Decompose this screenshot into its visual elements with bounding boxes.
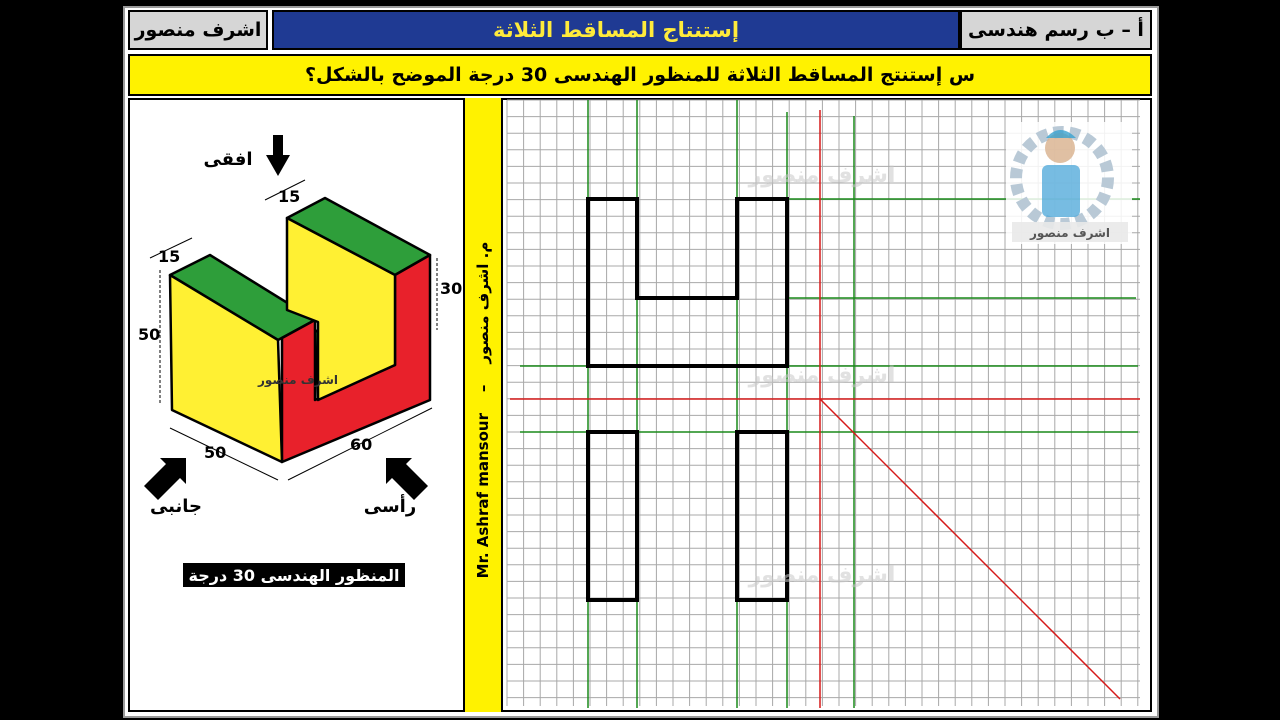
dim-label-length: 60 (350, 435, 373, 454)
figure-watermark: اشرف منصور (257, 373, 339, 387)
arrow-up-left-icon (386, 458, 428, 500)
figure-caption: المنظور الهندسى 30 درجة (183, 563, 405, 587)
top-view-left-block (588, 432, 637, 600)
question-bar: س إستنتج المساقط الثلاثة للمنظور الهندسى 30 درجة الموضح بالشكل؟ (128, 54, 1152, 96)
isometric-figure (170, 198, 430, 462)
dim-label-width: 50 (204, 443, 227, 462)
dim-label-right-height: 30 (440, 279, 463, 298)
logo-text: اشرف منصور (1029, 226, 1111, 240)
view-label-side: جانبى (149, 496, 203, 517)
watermark-text: اشرف منصور (748, 163, 896, 188)
arrow-up-right-icon (144, 458, 186, 500)
subject-box: أ – ب رسم هندسى (960, 10, 1152, 50)
miter-line (820, 399, 1120, 699)
author-strip-text (474, 242, 492, 579)
author-logo (1006, 122, 1132, 244)
view-label-top: افقى (203, 149, 253, 170)
watermark-text: اشرف منصور (748, 563, 896, 588)
author-dash: – (474, 384, 492, 393)
view-label-front: رأسى (363, 496, 417, 517)
author-box: اشرف منصور (128, 10, 268, 50)
author-arabic: م. اشرف منصور (474, 241, 492, 364)
dim-label-top-width: 15 (278, 187, 301, 206)
arrow-down-icon (266, 135, 290, 176)
dim-label-left-width: 15 (158, 247, 181, 266)
page-title: إستنتاج المساقط الثلاثة (272, 10, 960, 50)
author-latin: Mr. Ashraf mansour (474, 413, 492, 579)
dim-label-left-height: 50 (138, 325, 161, 344)
watermark-text: اشرف منصور (748, 363, 896, 388)
